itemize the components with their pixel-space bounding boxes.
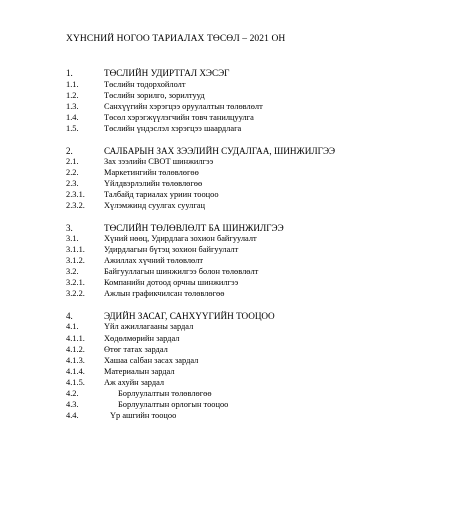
toc-text: САЛБАРЫН ЗАХ ЗЭЭЛИЙН СУДАЛГАА, ШИНЖИЛГЭЭ bbox=[104, 146, 336, 156]
toc-item bbox=[66, 234, 426, 245]
toc-item bbox=[66, 124, 426, 135]
toc-section-heading bbox=[66, 68, 426, 79]
toc-text: Төсөл хэрэгжүүлэгчийн товч танилцуулга bbox=[104, 113, 254, 122]
toc-number: 3.1.1. bbox=[66, 245, 85, 254]
toc-number: 2.1. bbox=[66, 157, 79, 166]
toc-text: Үйл ажиллагааны зардал bbox=[104, 322, 194, 331]
toc-number: 4. bbox=[66, 311, 73, 321]
toc-text: Аж ахуйн зардал bbox=[104, 378, 165, 387]
toc-item bbox=[66, 278, 426, 289]
toc-item bbox=[66, 91, 426, 102]
toc-number: 1. bbox=[66, 68, 73, 78]
toc-number: 4.3. bbox=[66, 400, 79, 409]
toc-text: Компанийн дотоод орчны шинжилгээ bbox=[104, 278, 239, 287]
toc-text: Зах зээлийн СВОТ шинжилгээ bbox=[104, 157, 214, 166]
toc-text: Төслийн үндэслэл хэрэгцээ шаардлага bbox=[104, 124, 242, 133]
toc-number: 2. bbox=[66, 146, 73, 156]
toc-item bbox=[66, 168, 426, 179]
toc-number: 3.1. bbox=[66, 234, 79, 243]
toc-item bbox=[66, 411, 426, 422]
toc-number: 4.1.5. bbox=[66, 378, 85, 387]
toc-text: ЭДИЙН ЗАСАГ, САНХҮҮГИЙН ТООЦОО bbox=[104, 311, 275, 321]
toc-item bbox=[66, 179, 426, 190]
toc-number: 4.4. bbox=[66, 411, 79, 420]
toc-text: Талбайд тариалах уриин тооцоо bbox=[104, 190, 219, 199]
toc-item bbox=[66, 356, 426, 367]
toc-item bbox=[66, 334, 426, 345]
toc-text: Үйлдвэрлэлийн төлөвлөгөө bbox=[104, 179, 203, 188]
toc-number: 2.3.2. bbox=[66, 201, 85, 210]
toc-text: Борлуулалтын орлогын тооцоо bbox=[118, 400, 229, 409]
toc-number: 4.1.3. bbox=[66, 356, 85, 365]
toc-text: Ажиллах хүчний төлөвлөлт bbox=[104, 256, 204, 265]
toc-text: Ажлын графикчилсан төлөвлөгөө bbox=[104, 289, 225, 298]
toc-text: ТӨСЛИЙН ТӨЛӨВЛӨЛТ БА ШИНЖИЛГЭЭ bbox=[104, 223, 284, 233]
toc-text: Төслийн зорилго, зорилтууд bbox=[104, 91, 205, 100]
toc-text: ТӨСЛИЙН УДИРТГАЛ ХЭСЭГ bbox=[104, 68, 230, 78]
toc-text: Хүлэмжинд суулгах суулгац bbox=[104, 201, 205, 210]
toc-item bbox=[66, 267, 426, 278]
toc-number: 3.1.2. bbox=[66, 256, 85, 265]
toc-number: 4.1.2. bbox=[66, 345, 85, 354]
toc-item bbox=[66, 367, 426, 378]
toc-item bbox=[66, 102, 426, 113]
toc-item bbox=[66, 345, 426, 356]
toc-number: 3.2. bbox=[66, 267, 79, 276]
toc-text: Хашаа саlбан засах зардал bbox=[104, 356, 199, 365]
toc-text: Байгууллагын шинжилгээ болон төлөвлөлт bbox=[104, 267, 259, 276]
toc-item bbox=[66, 256, 426, 267]
toc-item bbox=[66, 389, 426, 400]
toc-item bbox=[66, 322, 426, 333]
toc-number: 4.2. bbox=[66, 389, 79, 398]
toc-item bbox=[66, 378, 426, 389]
toc-number: 3.2.1. bbox=[66, 278, 85, 287]
toc-number: 1.2. bbox=[66, 91, 79, 100]
toc-text: Хөдөлмөрийн зардал bbox=[104, 334, 180, 343]
toc-number: 4.1.1. bbox=[66, 334, 85, 343]
toc-text: Удирдлагын бүтэц зохион байгуулалт bbox=[104, 245, 239, 254]
toc-section-heading bbox=[66, 311, 426, 322]
toc-text: Хүний нөөц, Удирдлага зохион байгуулалт bbox=[104, 234, 257, 243]
toc-item bbox=[66, 245, 426, 256]
toc-item bbox=[66, 157, 426, 168]
toc-item bbox=[66, 190, 426, 201]
toc-section-heading bbox=[66, 146, 426, 157]
toc-number: 2.3. bbox=[66, 179, 79, 188]
toc-number: 3. bbox=[66, 223, 73, 233]
toc-number: 1.4. bbox=[66, 113, 79, 122]
toc-number: 2.3.1. bbox=[66, 190, 85, 199]
toc-text: Санхүүгийн хэрэгцээ оруулалтын төлөвлөлт bbox=[104, 102, 263, 111]
toc-number: 4.1.4. bbox=[66, 367, 85, 376]
toc-number: 2.2. bbox=[66, 168, 79, 177]
toc-item bbox=[66, 289, 426, 300]
toc-text: Өтөг татах зардал bbox=[104, 345, 168, 354]
toc-text: Материалын зардал bbox=[104, 367, 175, 376]
toc-section-heading bbox=[66, 223, 426, 234]
toc-number: 1.5. bbox=[66, 124, 79, 133]
toc-number: 4.1. bbox=[66, 322, 79, 331]
toc-text: Үр ашгийн тооцоо bbox=[110, 411, 177, 420]
toc-text: Маркетингийн төлөвлөгөө bbox=[104, 168, 199, 177]
toc-item bbox=[66, 201, 426, 212]
toc-number: 3.2.2. bbox=[66, 289, 85, 298]
toc-number: 1.3. bbox=[66, 102, 79, 111]
toc-item bbox=[66, 113, 426, 124]
toc-text: Төслийн тодорхойлолт bbox=[104, 80, 186, 89]
toc-item bbox=[66, 400, 426, 411]
toc-text: Борлуулалтын төлөвлөгөө bbox=[118, 389, 212, 398]
document-title: ХҮНСНИЙ НОГОО ТАРИАЛАХ ТӨСӨЛ – 2021 ОН bbox=[66, 34, 286, 44]
toc-item bbox=[66, 80, 426, 91]
toc-number: 1.1. bbox=[66, 80, 79, 89]
